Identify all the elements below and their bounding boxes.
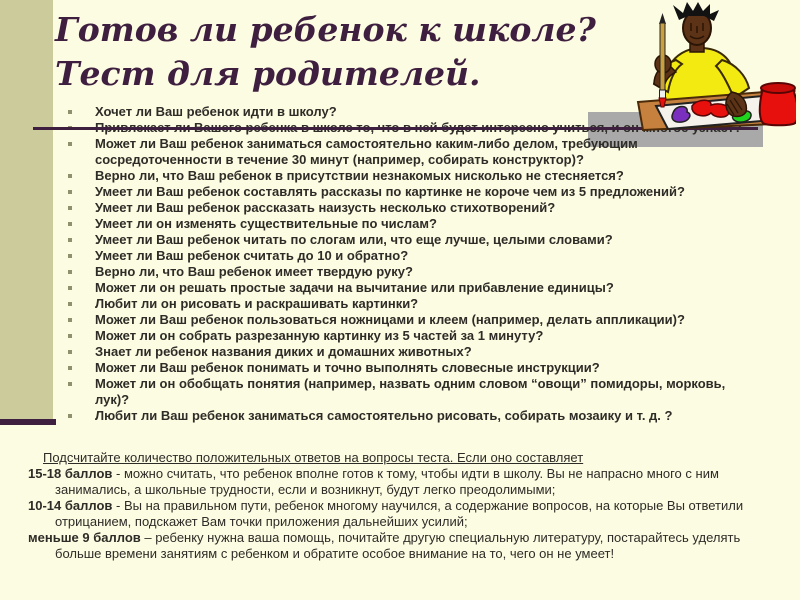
question-item xyxy=(68,136,758,168)
bullet-square-icon xyxy=(68,238,72,242)
brush-ferrule xyxy=(660,90,666,98)
score-label: 10-14 баллов xyxy=(28,498,113,513)
score-paragraph-10-14 xyxy=(28,498,773,530)
score-label: 15-18 баллов xyxy=(28,466,113,481)
paint-blob-purple xyxy=(672,107,690,123)
question-text: Может ли Ваш ребенок понимать и точно выполнять словесные инструкции? xyxy=(95,360,600,375)
question-text: Может ли Ваш ребенок заниматься самостоятельно каким-либо делом, требующим сосредоточенности в течение 30 минут (например, собирать конструктор)? xyxy=(95,136,638,167)
summary-intro: Подсчитайте количество положительных ответов на вопросы теста. Если оно составляет xyxy=(43,450,584,465)
score-paragraph-less-9 xyxy=(28,530,773,562)
bullet-square-icon xyxy=(68,206,72,210)
bullet-square-icon xyxy=(68,302,72,306)
question-text: Может ли он собрать разрезанную картинку из 5 частей за 1 минуту? xyxy=(95,328,544,343)
question-item xyxy=(68,184,758,200)
bullet-square-icon xyxy=(68,270,72,274)
score-text: - Вы на правильном пути, ребенок многому научился, а содержание вопросов, на которые Вы ответили отрицанием, подскажет Вам точки приложения дальнейших усилий; xyxy=(55,498,744,529)
question-text: Умеет ли Ваш ребенок считать до 10 и обратно? xyxy=(95,248,409,263)
bullet-square-icon xyxy=(68,414,72,418)
question-item xyxy=(68,200,758,216)
brush-handle xyxy=(660,23,665,91)
bullet-square-icon xyxy=(68,366,72,370)
bullet-square-icon xyxy=(68,334,72,338)
bullet-square-icon xyxy=(68,350,72,354)
question-text: Верно ли, что Ваш ребенок имеет твердую руку? xyxy=(95,264,413,279)
slide-title-line-2: Тест для родителей. xyxy=(55,54,481,93)
question-item xyxy=(68,344,758,360)
question-text: Любит ли Ваш ребенок заниматься самостоятельно рисовать, собирать мозаику и т. д. ? xyxy=(95,408,673,423)
brush-top-tip xyxy=(659,13,666,24)
summary-block xyxy=(28,450,773,562)
question-item xyxy=(68,408,758,424)
bullet-square-icon xyxy=(68,318,72,322)
question-text: Умеет ли он изменять существительные по числам? xyxy=(95,216,437,231)
question-text: Может ли Ваш ребенок пользоваться ножницами и клеем (например, делать аппликации)? xyxy=(95,312,685,327)
question-text: Умеет ли Ваш ребенок рассказать наизусть несколько стихотворений? xyxy=(95,200,556,215)
bullet-square-icon xyxy=(68,286,72,290)
question-item xyxy=(68,280,758,296)
question-text: Может ли он решать простые задачи на вычитание или прибавление единицы? xyxy=(95,280,614,295)
score-label: меньше 9 баллов xyxy=(28,530,141,545)
question-item xyxy=(68,376,758,408)
bullet-square-icon xyxy=(68,254,72,258)
score-text: – ребенку нужна ваша помощь, почитайте другую специальную литературу, постарайтесь уделять больше времени занятиям с ребенком и обратите особое внимание на то, чего он не умеет! xyxy=(55,530,741,561)
question-text: Верно ли, что Ваш ребенок в присутствии незнакомых нисколько не стесняется? xyxy=(95,168,624,183)
bullet-square-icon xyxy=(68,142,72,146)
score-text: - можно считать, что ребенок вполне готов к тому, чтобы идти в школу. Вы не напрасно много с ним занимались, а школьные трудности, если и возникнут, будут легко преодолимыми; xyxy=(55,466,719,497)
question-item xyxy=(68,312,758,328)
question-item xyxy=(68,328,758,344)
child-painting-illustration-icon xyxy=(576,2,796,132)
question-item xyxy=(68,168,758,184)
question-text: Любит ли он рисовать и раскрашивать картинки? xyxy=(95,296,419,311)
question-item xyxy=(68,360,758,376)
question-item xyxy=(68,296,758,312)
question-text: Хочет ли Ваш ребенок идти в школу? xyxy=(95,104,337,119)
questions-list xyxy=(68,104,758,424)
bullet-square-icon xyxy=(68,174,72,178)
question-item xyxy=(68,216,758,232)
question-item xyxy=(68,248,758,264)
question-text: Умеет ли Ваш ребенок составлять рассказы по картинке не короче чем из 5 предложений? xyxy=(95,184,685,199)
question-text: Может ли он обобщать понятия (например, назвать одним словом “овощи” помидоры, морковь, лук)? xyxy=(95,376,726,407)
bullet-square-icon xyxy=(68,110,72,114)
bullet-square-icon xyxy=(68,190,72,194)
question-item xyxy=(68,232,758,248)
left-accent-stripe xyxy=(0,0,53,419)
slide-title-line-1: Готов ли ребенок к школе? xyxy=(55,10,596,49)
score-paragraph-15-18 xyxy=(28,466,773,498)
left-stripe-foot-bar xyxy=(0,419,56,425)
question-item xyxy=(68,264,758,280)
question-text: Знает ли ребенок названия диких и домашних животных? xyxy=(95,344,472,359)
paint-pot-rim xyxy=(761,83,795,93)
question-text: Умеет ли Ваш ребенок читать по слогам или, что еще лучше, целыми словами? xyxy=(95,232,613,247)
bullet-square-icon xyxy=(68,222,72,226)
bullet-square-icon xyxy=(68,382,72,386)
